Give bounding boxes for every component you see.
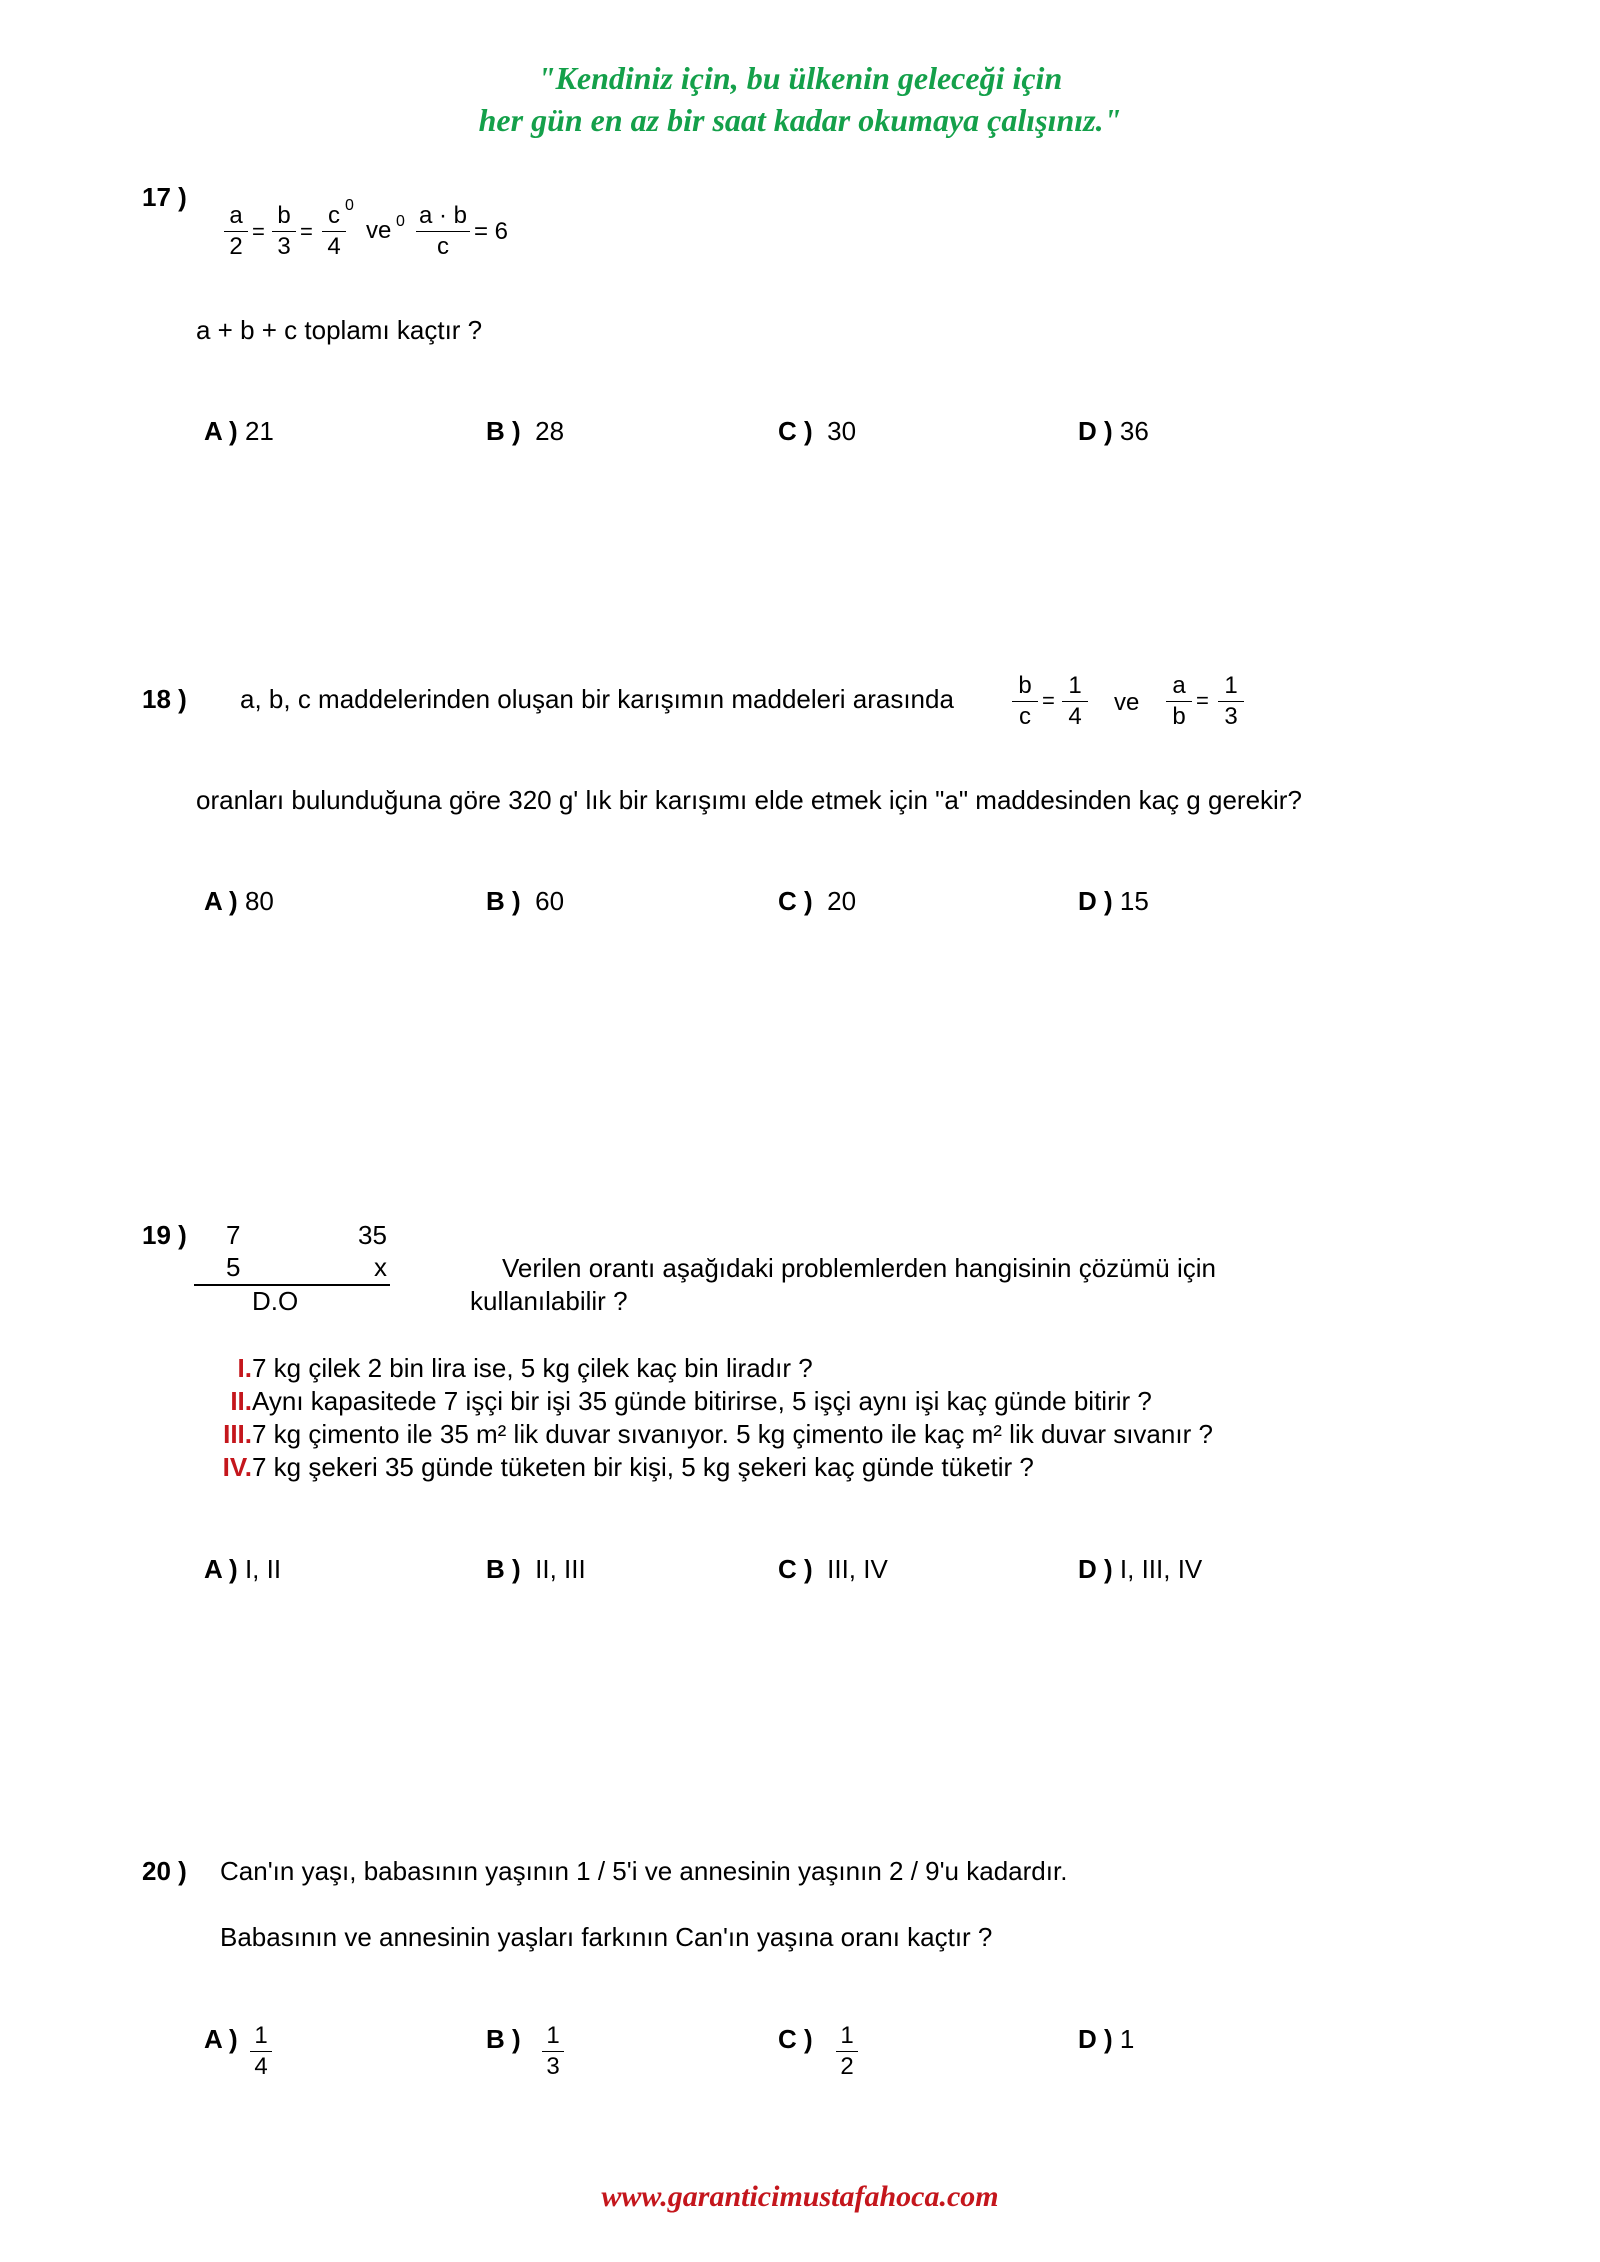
option-b-fraction: 1 3: [542, 2022, 564, 2081]
motto-line-2: her gün en az bir saat kadar okumaya çalışınız.": [478, 102, 1122, 138]
roman-numeral: II.: [230, 1386, 252, 1416]
option-c: C ) 20: [778, 886, 857, 916]
equals-sign: =: [300, 219, 313, 244]
statement-text: 7 kg çimento ile 35 m² lik duvar sıvanıyor. 5 kg çimento ile kaç m² lik duvar sıvanır ?: [252, 1419, 1213, 1449]
fraction-c-over-4: c 4: [322, 202, 346, 261]
option-b: B ): [486, 2024, 521, 2054]
fraction-1-over-3: 1 3: [1218, 672, 1244, 731]
proportion-cell: 7: [226, 1220, 241, 1250]
question-number: 18 ): [142, 684, 187, 714]
equals-sign: =: [1042, 688, 1055, 713]
question-number: 17 ): [142, 182, 187, 212]
option-a: A ) I, II: [204, 1554, 282, 1584]
motto-line-1: "Kendiniz için, bu ülkenin geleceği için: [537, 60, 1063, 96]
option-d: D ) 1: [1078, 2024, 1135, 2054]
question-text: a + b + c toplamı kaçtır ?: [196, 315, 483, 345]
footer-website[interactable]: www.garanticimustafahoca.com: [601, 2180, 999, 2213]
fraction-b-over-3: b 3: [272, 202, 296, 261]
question-text-line-1: a, b, c maddelerinden oluşan bir karışımın maddeleri arasında: [240, 684, 954, 714]
question-text-line-2: oranları bulunduğuna göre 320 g' lık bir karışımı elde etmek için "a" maddesinden kaç g gerekir?: [196, 785, 1302, 815]
option-c: C ): [778, 2024, 813, 2054]
equals-six: = 6: [474, 218, 509, 245]
fraction-a-over-2: a 2: [224, 202, 248, 261]
proportion-cell: x: [374, 1252, 387, 1282]
option-c: C ) III, IV: [778, 1554, 888, 1584]
option-b: B ) II, III: [486, 1554, 586, 1584]
option-b: B ) 28: [486, 416, 565, 446]
proportion-type-label: D.O: [252, 1286, 299, 1316]
question-number: 19 ): [142, 1220, 187, 1250]
option-d: D ) I, III, IV: [1078, 1554, 1203, 1584]
question-number: 20 ): [142, 1856, 187, 1886]
question-text-line-2: kullanılabilir ?: [470, 1286, 628, 1316]
option-d: D ) 15: [1078, 886, 1149, 916]
question-text-line-1: Verilen orantı aşağıdaki problemlerden hangisinin çözümü için: [502, 1253, 1216, 1283]
equals-sign: =: [252, 219, 265, 244]
conjunction-ve: ve: [1114, 689, 1140, 716]
proportion-cell: 35: [358, 1220, 387, 1250]
roman-numeral: III.: [223, 1419, 252, 1449]
fraction-b-over-c: b c: [1012, 672, 1038, 731]
statement-text: 7 kg çilek 2 bin lira ise, 5 kg çilek kaç bin liradır ?: [252, 1353, 813, 1383]
option-a: A ): [204, 2024, 238, 2054]
proportion-cell: 5: [226, 1252, 241, 1282]
superscript-zero: 0: [345, 197, 354, 214]
superscript-zero: 0: [396, 213, 405, 230]
question-text-line-1: Can'ın yaşı, babasının yaşının 1 / 5'i ve annesinin yaşının 2 / 9'u kadardır.: [220, 1856, 1068, 1886]
option-d: D ) 36: [1078, 416, 1149, 446]
option-c: C ) 30: [778, 416, 857, 446]
statement-text: Aynı kapasitede 7 işçi bir işi 35 günde bitirirse, 5 işçi aynı işi kaç günde bitirir ?: [252, 1386, 1152, 1416]
option-a-fraction: 1 4: [250, 2022, 272, 2081]
fraction-ab-over-c: a · b c: [416, 202, 470, 261]
conjunction-ve: ve: [366, 217, 392, 244]
question-text-line-2: Babasının ve annesinin yaşları farkının Can'ın yaşına oranı kaçtır ?: [220, 1922, 993, 1952]
option-a: A ) 80: [204, 886, 274, 916]
option-c-fraction: 1 2: [836, 2022, 858, 2081]
fraction-1-over-4: 1 4: [1062, 672, 1088, 731]
roman-numeral: IV.: [222, 1452, 252, 1482]
equals-sign: =: [1196, 688, 1209, 713]
option-a: A ) 21: [204, 416, 274, 446]
statement-text: 7 kg şekeri 35 günde tüketen bir kişi, 5 kg şekeri kaç günde tüketir ?: [252, 1452, 1034, 1482]
option-b: B ) 60: [486, 886, 565, 916]
fraction-a-over-b: a b: [1166, 672, 1192, 731]
roman-numeral: I.: [237, 1353, 252, 1383]
